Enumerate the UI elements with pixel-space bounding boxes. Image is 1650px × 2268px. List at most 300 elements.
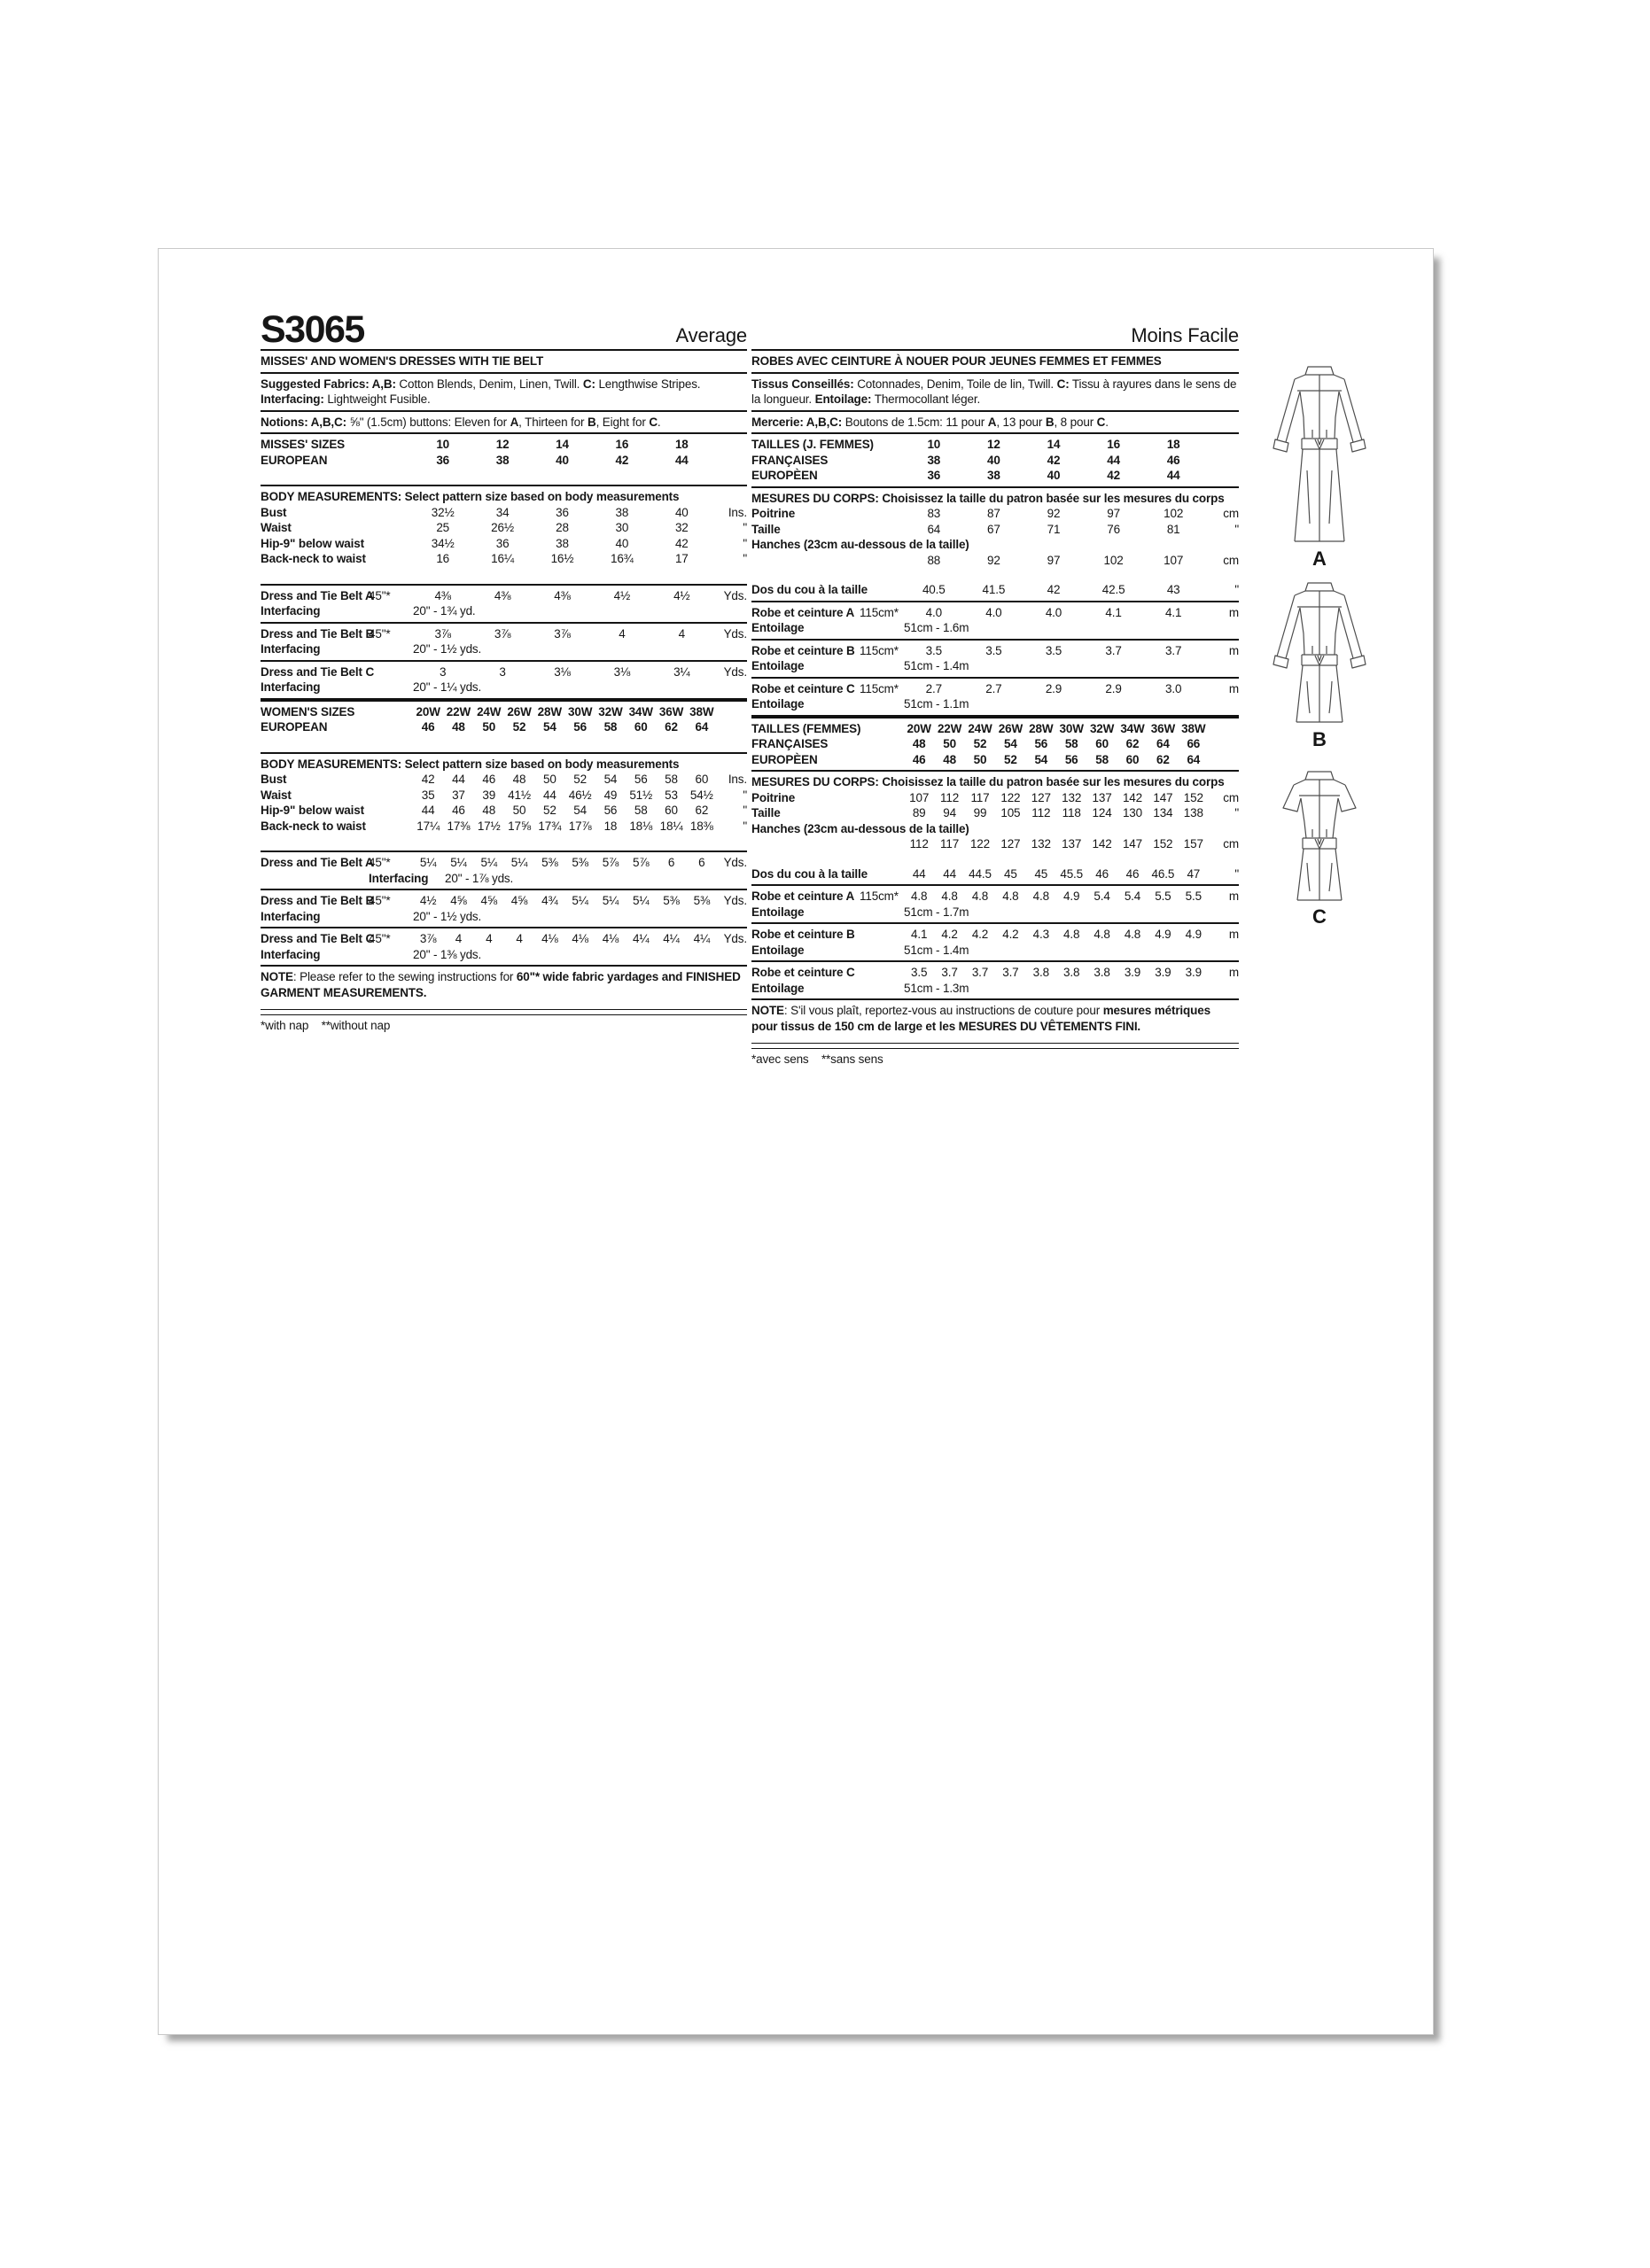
size-value: 4⅛ <box>602 932 619 945</box>
size-value: 50 <box>943 737 956 750</box>
size-value: 52 <box>512 720 526 734</box>
section-divider <box>751 998 1239 1000</box>
section-heading: MESURES DU CORPS: Choisissez la taille du patron basée sur les mesures du corps <box>751 775 1225 788</box>
size-value: 50 <box>973 752 987 766</box>
size-value: 94 <box>943 806 956 819</box>
text: Cotonnades, Denim, Toile de lin, Twill. <box>853 377 1057 391</box>
table-subrow <box>751 620 1239 636</box>
size-value: 66 <box>1187 737 1201 750</box>
size-value: 3.7 <box>941 966 958 979</box>
table-row <box>261 704 747 720</box>
section-divider <box>751 601 1239 602</box>
fabric-width: 45"* <box>369 932 391 945</box>
size-value: 2.9 <box>1045 681 1062 695</box>
size-value: 99 <box>973 806 987 819</box>
row-label: Taille <box>751 806 781 819</box>
fabric-width: 45"* <box>369 894 391 907</box>
fabric-width: 45"* <box>369 856 391 869</box>
row-label: Dress and Tie Belt A <box>261 856 374 869</box>
size-value: 64 <box>1187 752 1201 766</box>
size-value: 36 <box>495 536 510 550</box>
row-label: Back-neck to waist <box>261 552 366 565</box>
size-value: 53 <box>665 788 678 802</box>
size-value: 4.8 <box>971 889 989 903</box>
table-row <box>751 522 1239 538</box>
table-row <box>261 536 747 552</box>
size-value: 52 <box>973 737 987 750</box>
size-value: 36W <box>1150 721 1176 735</box>
unit-label: cm <box>1223 790 1239 804</box>
subrow-label: Entoilage <box>751 905 805 919</box>
size-value: 56 <box>603 804 618 817</box>
subrow-label: Interfacing <box>369 871 429 885</box>
size-value: 44 <box>1166 469 1180 482</box>
fabric-width: 115cm* <box>860 605 899 619</box>
section-divider <box>751 349 1239 351</box>
size-value: 56 <box>1034 737 1048 750</box>
size-value: 16 <box>1107 438 1120 451</box>
size-value: 46 <box>912 752 926 766</box>
size-value: 117 <box>970 790 990 804</box>
size-value: 38 <box>556 536 569 550</box>
fabric-width: 115cm* <box>860 681 899 695</box>
size-value: 40 <box>987 453 1000 467</box>
size-value: 46 <box>1125 866 1140 881</box>
row-label: Hanches (23cm au-dessous de la taille) <box>751 538 969 551</box>
section-divider <box>751 960 1239 962</box>
size-value: 46.5 <box>1151 866 1175 881</box>
table-subrow <box>261 603 747 619</box>
size-value: 17 <box>674 552 689 565</box>
text: Boutons de 1.5cm: 11 pour <box>842 415 988 429</box>
section-heading: MESURES DU CORPS: Choisissez la taille du patron basée sur les mesures du corps <box>751 491 1225 505</box>
table-subrow <box>261 871 747 887</box>
table-row <box>751 506 1239 522</box>
size-value: 46 <box>452 804 465 817</box>
size-value: 42 <box>1107 469 1120 482</box>
size-value: 117 <box>940 837 960 850</box>
size-value: 3⅛ <box>613 664 631 679</box>
size-value: 44 <box>452 773 465 786</box>
size-value: 4.8 <box>1094 928 1110 941</box>
size-value: 3.0 <box>1165 681 1182 695</box>
size-value: 54½ <box>689 788 713 802</box>
size-value: 24W <box>477 704 502 718</box>
size-value: 87 <box>987 507 1000 520</box>
section-divider <box>751 677 1239 679</box>
size-value: 14 <box>1047 438 1061 451</box>
size-value: 37 <box>452 788 465 802</box>
size-value: 12 <box>495 438 510 451</box>
size-value: 4¼ <box>663 932 680 945</box>
size-value: 3.8 <box>1063 966 1080 979</box>
size-value: 42 <box>421 773 435 786</box>
size-value: 14 <box>556 438 569 451</box>
size-value: 157 <box>1183 837 1203 850</box>
size-value: 4¼ <box>633 932 650 945</box>
size-value: 48 <box>512 773 526 786</box>
size-value: 2.7 <box>925 681 942 695</box>
size-value: 4.1 <box>1165 605 1182 619</box>
size-value: 5¼ <box>633 894 650 907</box>
row-label: Dress and Tie Belt C <box>261 664 375 679</box>
size-value: 62 <box>695 804 709 817</box>
bold-text: C <box>1096 415 1106 429</box>
size-value: 50 <box>512 804 526 817</box>
text: . <box>1105 415 1109 429</box>
size-value: 58 <box>1095 752 1109 766</box>
size-value: 142 <box>1122 790 1143 804</box>
row-label: EUROPEAN <box>261 720 328 734</box>
unit-label: " <box>743 804 747 817</box>
table-subrow <box>261 947 747 963</box>
unit-label: " <box>743 788 747 802</box>
row-label: FRANÇAISES <box>751 737 829 750</box>
size-value: 51½ <box>629 788 653 802</box>
size-value: 56 <box>1064 752 1078 766</box>
size-value: 5⅜ <box>693 894 711 907</box>
size-value: 26W <box>507 704 532 718</box>
size-value: 4.9 <box>1185 928 1202 941</box>
table-row <box>751 736 1239 752</box>
size-value: 41.5 <box>982 583 1006 596</box>
size-value: 28W <box>1029 721 1054 735</box>
spacer <box>261 468 747 482</box>
subrow-value: 51cm - 1.4m <box>904 943 969 957</box>
size-value: 71 <box>1047 522 1061 536</box>
unit-label: " <box>1234 522 1239 536</box>
size-value: 26½ <box>491 521 514 534</box>
size-value: 16 <box>436 552 450 565</box>
subrow-label: Interfacing <box>261 947 321 961</box>
size-value: 60 <box>665 804 678 817</box>
row-label: Dress and Tie Belt B <box>261 894 375 907</box>
unit-label: " <box>743 552 747 565</box>
bold-text: C: <box>582 377 595 391</box>
size-value: 92 <box>987 553 1000 567</box>
pattern-envelope-back <box>158 248 1434 2035</box>
table-row <box>261 772 747 788</box>
size-value: 102 <box>1164 507 1184 520</box>
size-value: 4 <box>678 626 685 641</box>
french-column <box>751 311 1239 1068</box>
unit-label: cm <box>1223 837 1239 850</box>
size-value: 118 <box>1062 806 1081 819</box>
subrow-label: Entoilage <box>751 697 805 711</box>
section-heading: ROBES AVEC CEINTURE À NOUER POUR JEUNES FEMMES ET FEMMES <box>751 354 1162 368</box>
size-value: 3.9 <box>1185 966 1202 979</box>
size-value: 4⅝ <box>510 894 528 907</box>
size-value: 32½ <box>431 505 455 519</box>
size-value: 107 <box>1164 553 1184 567</box>
table-subrow <box>261 680 747 695</box>
size-value: 54 <box>573 804 587 817</box>
row-label: Dos du cou à la taille <box>751 866 868 881</box>
section-divider <box>261 889 747 890</box>
size-value: 35 <box>421 788 435 802</box>
unit-label: m <box>1228 889 1239 903</box>
table-row <box>751 836 1239 852</box>
subrow-value: 51cm - 1.6m <box>904 621 969 634</box>
dress-back-view-a-illustration <box>1271 364 1368 546</box>
row-label: Robe et ceinture B <box>751 928 855 941</box>
header-bar-en <box>261 308 747 351</box>
size-value: 6 <box>698 856 705 869</box>
size-value: 40.5 <box>922 583 946 596</box>
spacer <box>261 834 747 848</box>
section-divider <box>261 850 747 852</box>
size-value: 38 <box>615 505 629 519</box>
unit-label: " <box>743 521 747 534</box>
table-row <box>751 889 1239 905</box>
text: Tissu à rayures dans le sens de la longueur. <box>751 377 1237 406</box>
size-value: 60 <box>1125 752 1140 766</box>
size-value: 40 <box>556 453 569 467</box>
size-value: 3¼ <box>673 664 690 679</box>
size-value: 3.7 <box>1105 643 1122 657</box>
fabric-width: 115cm* <box>860 643 899 657</box>
size-value: 40 <box>1047 469 1061 482</box>
fabric-width: 45"* <box>369 588 391 602</box>
size-value: 5¼ <box>480 856 497 869</box>
size-value: 4⅛ <box>572 932 588 945</box>
size-value: 44 <box>542 788 556 802</box>
text: : Please refer to the sewing instructions for <box>292 970 517 983</box>
section-divider <box>751 432 1239 434</box>
unit-label: m <box>1228 681 1239 695</box>
row-label: Bust <box>261 505 287 519</box>
subrow-label: Interfacing <box>261 680 321 694</box>
size-value: 4.9 <box>1063 889 1080 903</box>
unit-label: Yds. <box>723 664 747 679</box>
section-divider <box>261 485 747 486</box>
spacer <box>751 852 1239 866</box>
table-row <box>751 790 1239 806</box>
row-label: EUROPÈEN <box>751 752 818 766</box>
table-row <box>751 582 1239 598</box>
size-value: 137 <box>1062 837 1082 850</box>
text: , Eight for <box>595 415 650 429</box>
size-value: 36W <box>658 704 684 718</box>
row-label: Taille <box>751 522 781 536</box>
size-value: 4.2 <box>1002 928 1019 941</box>
subrow-value: 51cm - 1.4m <box>904 659 969 672</box>
size-value: 16 <box>615 438 629 451</box>
size-value: 28 <box>556 521 569 534</box>
table-row <box>261 719 747 735</box>
subrow-value: 20" - 1½ yds. <box>413 909 482 923</box>
french-blocks <box>751 349 1239 1068</box>
size-value: 32W <box>598 704 623 718</box>
subrow-label: Interfacing <box>261 642 321 656</box>
row-label: MISSES' SIZES <box>261 438 346 451</box>
size-value: 60 <box>634 720 648 734</box>
size-value: 40 <box>615 536 629 550</box>
table-row <box>751 927 1239 943</box>
section-divider <box>261 410 747 412</box>
size-value: 3⅞ <box>554 626 571 641</box>
row-label: Hip-9" below waist <box>261 804 364 817</box>
size-value: 48 <box>912 737 926 750</box>
row-label: TAILLES (FEMMES) <box>751 721 861 735</box>
section-divider <box>261 432 747 434</box>
size-value: 3.9 <box>1155 966 1171 979</box>
size-value: 30W <box>1059 721 1084 735</box>
size-value: 25 <box>436 521 450 534</box>
size-value: 62 <box>1156 752 1170 766</box>
view-b-label: B <box>1312 728 1327 750</box>
section-divider <box>261 927 747 928</box>
size-value: 5¼ <box>602 894 619 907</box>
size-value: 17¾ <box>538 819 562 833</box>
size-value: 22W <box>446 704 471 718</box>
difficulty-label-fr: Moins Facile <box>1131 324 1239 346</box>
bold-text: 60"* wide fabric yardages and FINISHED GARMENT MEASUREMENTS. <box>261 970 741 999</box>
dress-back-view-b-illustration <box>1271 580 1368 726</box>
table-row <box>261 453 747 469</box>
section-divider <box>751 884 1239 886</box>
table-row <box>751 965 1239 981</box>
size-value: 42 <box>1047 583 1061 596</box>
size-value: 127 <box>1000 837 1021 850</box>
size-value: 18⅜ <box>689 819 713 833</box>
section-divider <box>751 486 1239 488</box>
size-value: 54 <box>603 773 618 786</box>
size-value: 38W <box>1181 721 1206 735</box>
bold-text: NOTE <box>751 1004 784 1017</box>
size-value: 3.5 <box>1045 643 1062 657</box>
size-value: 5⅞ <box>633 856 650 869</box>
size-value: 39 <box>482 788 496 802</box>
spacer <box>261 1001 747 1006</box>
size-value: 36 <box>927 469 941 482</box>
table-row <box>261 819 747 835</box>
row-label: FRANÇAISES <box>751 453 829 467</box>
table-row <box>261 551 747 567</box>
row-label: Dress and Tie Belt B <box>261 626 375 641</box>
section-divider <box>261 1009 747 1015</box>
size-value: 4½ <box>673 588 690 602</box>
row-label: Robe et ceinture A <box>751 605 855 619</box>
bold-text: A <box>987 415 997 429</box>
size-value: 48 <box>943 752 956 766</box>
size-value: 4.8 <box>911 889 928 903</box>
unit-label: Yds. <box>723 626 747 641</box>
table-row <box>751 643 1239 659</box>
size-value: 2.9 <box>1105 681 1122 695</box>
row-label: Hip-9" below waist <box>261 536 364 550</box>
size-value: 3.8 <box>1094 966 1110 979</box>
bold-text: Notions: A,B,C: <box>261 415 346 429</box>
size-value: 46 <box>421 720 435 734</box>
bold-text: B <box>587 415 596 429</box>
table-subrow <box>261 641 747 657</box>
size-value: 3.9 <box>1124 966 1141 979</box>
table-row <box>261 788 747 804</box>
bold-text: B <box>1045 415 1055 429</box>
size-value: 45 <box>1004 866 1017 881</box>
bold-text: C <box>649 415 658 429</box>
section-heading: BODY MEASUREMENTS: Select pattern size based on body measurements <box>261 490 680 503</box>
size-value: 56 <box>634 773 648 786</box>
size-value: 4.3 <box>1032 928 1049 941</box>
size-value: 52 <box>1004 752 1017 766</box>
size-value: 36 <box>436 453 450 467</box>
row-label: Robe et ceinture C <box>751 681 855 695</box>
text: ⅝" (1.5cm) buttons: Eleven for <box>346 415 510 429</box>
subrow-value: 51cm - 1.3m <box>904 981 969 995</box>
table-row <box>261 803 747 819</box>
size-value: 4.9 <box>1155 928 1171 941</box>
size-value: 30 <box>615 521 629 534</box>
unit-label: " <box>743 819 747 833</box>
size-value: 44 <box>1107 453 1120 467</box>
size-value: 4 <box>619 626 626 641</box>
size-value: 34 <box>495 505 510 519</box>
section-divider <box>261 622 747 624</box>
size-value: 38 <box>927 453 941 467</box>
size-value: 3.8 <box>1032 966 1049 979</box>
size-value: 134 <box>1153 806 1173 819</box>
size-value: 18 <box>1166 438 1180 451</box>
paragraph <box>261 415 747 431</box>
size-value: 152 <box>1183 790 1203 804</box>
bold-text: Suggested Fabrics: A,B: <box>261 377 396 391</box>
subrow-value: 20" - 1⅞ yds. <box>445 871 514 885</box>
spacer <box>751 568 1239 582</box>
section-heading: MISSES' AND WOMEN'S DRESSES WITH TIE BELT <box>261 354 544 368</box>
pattern-number: S3065 <box>261 308 364 351</box>
section-divider <box>751 410 1239 412</box>
size-value: 137 <box>1092 790 1112 804</box>
size-value: 4⅜ <box>494 588 511 602</box>
text: Lightweight Fusible. <box>323 392 431 406</box>
paragraph <box>751 415 1239 431</box>
bold-text: Entoilage: <box>814 392 872 406</box>
size-value: 17½ <box>477 819 501 833</box>
size-value: 34W <box>1120 721 1145 735</box>
size-value: 4⅜ <box>434 588 451 602</box>
size-value: 3.7 <box>1165 643 1182 657</box>
garment-illustrations <box>1268 364 1371 928</box>
unit-label: Yds. <box>723 856 747 869</box>
size-value: 4.8 <box>1002 889 1019 903</box>
size-value: 3.7 <box>1002 966 1019 979</box>
size-value: 40 <box>674 505 689 519</box>
size-value: 5¼ <box>419 856 437 869</box>
text: , 13 pour <box>996 415 1046 429</box>
table-subrow <box>751 943 1239 959</box>
size-value: 16¼ <box>491 552 514 565</box>
view-b-figure <box>1268 580 1371 751</box>
difficulty-label-en: Average <box>675 324 747 346</box>
view-a-figure <box>1268 364 1371 571</box>
text: Lengthwise Stripes. <box>595 377 701 391</box>
paragraph <box>751 1003 1239 1034</box>
size-value: 4 <box>486 932 493 945</box>
table-row <box>261 520 747 536</box>
size-value: 107 <box>909 790 930 804</box>
size-value: 4⅜ <box>554 588 571 602</box>
size-value: 58 <box>1064 737 1078 750</box>
size-value: 44 <box>674 453 689 467</box>
row-label: Hanches (23cm au-dessous de la taille) <box>751 821 969 835</box>
subrow-label: Entoilage <box>751 943 805 957</box>
size-value: 3⅞ <box>494 626 511 641</box>
size-value: 5¼ <box>510 856 528 869</box>
size-value: 4.0 <box>985 605 1002 619</box>
table-row <box>261 588 747 604</box>
